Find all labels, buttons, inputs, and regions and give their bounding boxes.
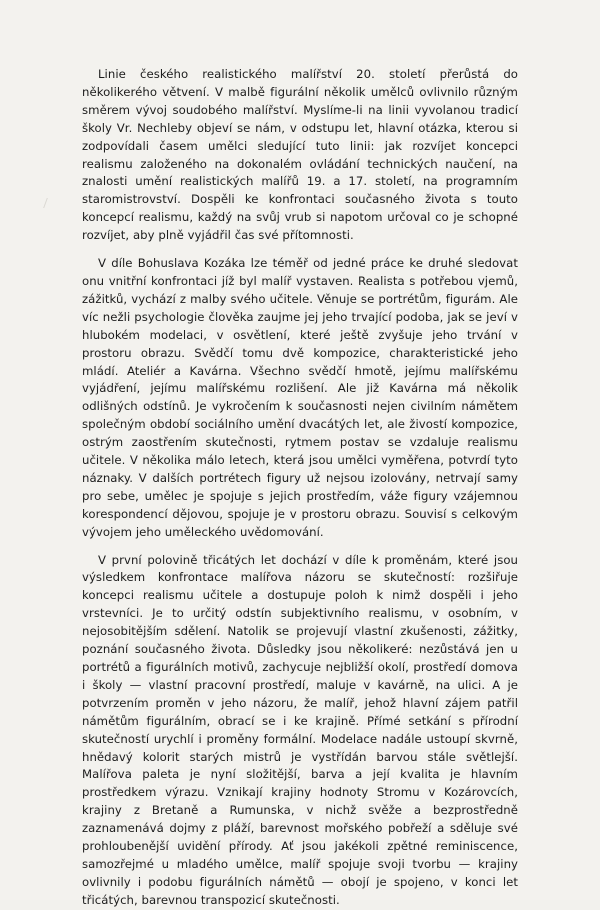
body-text [82,66,518,910]
paragraph-2: V díle Bohuslava Kozáka lze téměř od jedné práce ke druhé sledovat onu vnitřní konfrontaci jíž byl malíř vystaven. Realista s potřebou vjemů, zážitků, vychází z malby svého učitele. Věnuje se portrétům, figurám. Ale víc nežli psychologie člověka zaujme jej jeho trvající podoba, jak se jeví v hlubokém modelaci, v osvětlení, které ještě zvyšuje jeho trvání v prostoru obrazu. Svědčí tomu dvě kompozice, charakteristické jeho mládí. Ateliér a Kavárna. Všechno svědčí hmotě, jejímu malířskému vyjádření, jejímu malířskému rozlišení. Ale již Kavárna má několik odlišných odstínů. Je vykročením k současnosti nejen civilním námětem společným období sociálního umění dvacátých let, ale živostí kompozice, ostrým zaostřením skutečnosti, rytmem postav se vzdaluje realismu učitele. V několika málo letech, která jsou umělci vyměřena, potvrdí tyto náznaky. V dalších portrétech figury už nejsou izolovány, netrvají samy pro sebe, umělec je spojuje s jejich prostředím, váže figury vzájemnou korespondencí dějovou, spojuje je v prostoru obrazu. Souvisí s celkovým vývojem jeho uměleckého uvědomování. [82,256,518,539]
margin-pencil-mark [43,198,60,208]
paragraph-1: Linie českého realistického malířství 20. století přerůstá do několikerého větvení. V malbě figurální několik umělců ovlivnilo různým směrem vývoj soudobého malířství. Myslíme-li na linii vyvolanou tradicí školy Vr. Nechleby objeví se nám, v odstupu let, hlavní otázka, kterou si zodpovídali časem umělci sledující tuto linii: jak rozvíjet koncepci realismu založeného na dokonalém ovládání technických naučení, na znalosti umění realistických malířů 19. a 17. století, na programním staromistrovství. Dospěli ke konfrontaci současného života s touto koncepcí realismu, každý na svůj vrub si napotom určoval co je schopné rozvíjet, aby plně vyjádřil čas své přítomnosti. [82,67,518,243]
paragraph-3: V první polovině třicátých let dochází v díle k proměnám, které jsou výsledkem konfrontace malířova názoru se skutečností: rozšiřuje koncepci realismu učitele a dostupuje poloh k nimž dospěli i jeho vrstevníci. Je to určitý odstín subjektivního realismu, v osobním, v nejosobitějším sdělení. Natolik se projevují vlastní zkušenosti, zážitky, poznání současného života. Důsledky jsou několikeré: nezůstává jen u portrétů a figurálních motivů, zachycuje nejbližší okolí, prostředí domova i školy — vlastní pracovní prostředí, maluje v kavárně, na ulici. A je potvrzením proměn v jeho názoru, že malíř, jehož hlavní zájem patřil námětům figurálním, obrací se i ke krajině. Přímé setkání s přírodní skutečností urychlí i proměny formální. Modelace nadále ustoupí skvrně, hnědavý kolorit starých mistrů je vystřídán barvou stále světlejší. Malířova paleta je nyní složitější, barva a její kvalita je hlavním prostředkem výrazu. Vznikají krajiny hodnoty Stromu v Kozárovcích, krajiny z Bretaně a Rumunska, v nichž svěže a bezprostředně zaznamenává dojmy z pláží, barevnost mořského pobřeží a sděluje své prohloubenější uvidění přírody. Ať jsou jakékoli zpětné reminiscence, samozřejmé u mladého umělce, malíř spojuje svoji tvorbu — krajiny ovlivnily i podobu figurálních námětů — obojí je spojeno, v konci let třicátých, barevnou transpozicí skutečnosti. [82,552,518,907]
